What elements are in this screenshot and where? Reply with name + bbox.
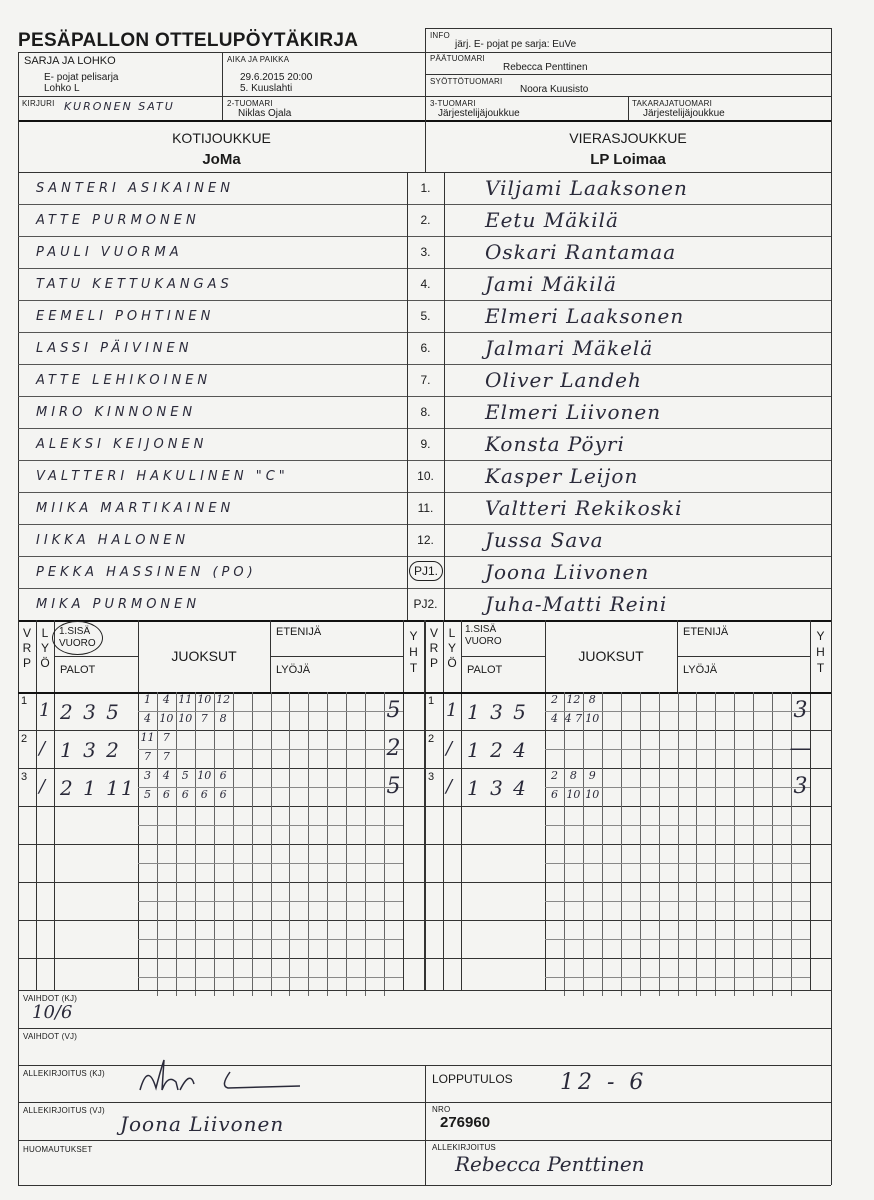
divider — [602, 692, 603, 996]
away-player-name: Elmeri Liivonen — [485, 400, 662, 424]
signature-kj — [120, 1052, 320, 1097]
divider — [425, 958, 831, 959]
run-top-value: 3 — [143, 769, 151, 782]
home-player-name: ATTE PURMONEN — [36, 213, 200, 228]
divider — [640, 692, 641, 996]
divider — [444, 492, 445, 524]
run-bottom-value: 8 — [219, 712, 227, 725]
away-player-name: Oskari Rantamaa — [485, 240, 677, 264]
divider — [138, 977, 403, 978]
divider — [545, 939, 810, 940]
divider — [18, 204, 831, 205]
divider — [271, 692, 272, 996]
divider — [425, 74, 831, 75]
divider — [176, 692, 177, 996]
divider — [443, 620, 444, 990]
divider — [545, 863, 810, 864]
juoksut-header: JUOKSUT — [578, 648, 644, 664]
divider — [18, 882, 424, 883]
yht-header: Y H T — [409, 629, 418, 675]
divider — [327, 692, 328, 996]
divider — [461, 620, 462, 990]
run-bottom-value: 7 — [162, 750, 170, 763]
divider — [138, 901, 403, 902]
divider — [425, 692, 831, 694]
kirjuri-value: KURONEN SATU — [64, 100, 175, 113]
paatuomari-label: PÄÄTUOMARI — [430, 54, 485, 63]
yht-value: 2 — [386, 736, 401, 761]
run-bottom-value: 4 — [143, 712, 151, 725]
run-top-value: 12 — [566, 693, 581, 706]
run-bottom-value: 6 — [219, 788, 227, 801]
divider — [138, 939, 403, 940]
divider — [444, 460, 445, 492]
tuomari3-label: 3-TUOMARI — [430, 99, 476, 108]
run-bottom-value: 10 — [585, 788, 600, 801]
divider — [18, 364, 831, 365]
page-title: PESÄPALLON OTTELUPÖYTÄKIRJA — [18, 30, 359, 51]
away-player-name: Jami Mäkilä — [485, 272, 617, 296]
away-player-name: Valtteri Rekikoski — [485, 496, 683, 520]
sarja-label: SARJA JA LOHKO — [24, 55, 116, 67]
lyoja-header: LYÖJÄ — [276, 664, 311, 676]
lopputulos-label: LOPPUTULOS — [432, 1072, 513, 1086]
vrp-value: 2 — [428, 733, 435, 745]
divider — [18, 958, 424, 959]
divider — [18, 428, 831, 429]
vaihdot-kj-label: VAIHDOT (KJ) — [23, 994, 78, 1003]
vrp-header: V R P — [429, 626, 439, 670]
vrp-value: 1 — [21, 695, 28, 707]
divider — [715, 692, 716, 996]
divider — [444, 332, 445, 364]
sisavuoro-header: 1.SISÄ VUORO — [465, 624, 502, 647]
home-player-name: ATTE LEHIKOINEN — [36, 373, 212, 388]
home-player-name: MIRO KINNONEN — [36, 405, 197, 420]
run-bottom-value: 6 — [181, 788, 189, 801]
run-top-value: 10 — [197, 769, 212, 782]
divider — [444, 396, 445, 428]
paatuomari-value: Rebecca Penttinen — [503, 62, 588, 73]
home-team-name: JoMa — [202, 151, 241, 168]
divider — [425, 1065, 426, 1185]
run-top-value: 4 — [162, 693, 170, 706]
tuomari2-value: Niklas Ojala — [238, 108, 292, 119]
divider — [18, 236, 831, 237]
roster-number: 2. — [420, 213, 431, 227]
palot-header: PALOT — [60, 664, 96, 676]
etenija-header: ETENIJÄ — [683, 626, 729, 638]
lyo-header: L Y Ö — [447, 626, 457, 670]
sarja-value: E- pojat pelisarja — [44, 72, 119, 83]
divider — [425, 620, 426, 990]
divider — [564, 692, 565, 996]
signature-vj: Joona Liivonen — [120, 1112, 285, 1136]
run-bottom-value: 7 — [200, 712, 208, 725]
run-bottom-value: 10 — [585, 712, 600, 725]
palot-value: 1 3 4 — [467, 776, 528, 800]
home-player-name: SANTERI ASIKAINEN — [36, 181, 234, 196]
home-player-name: LASSI PÄIVINEN — [36, 341, 193, 356]
divider — [444, 300, 445, 332]
roster-number: 8. — [420, 405, 431, 419]
tuomari2-label: 2-TUOMARI — [227, 99, 273, 108]
palot-value: 2 1 11 — [60, 776, 136, 800]
run-bottom-value: 4 — [550, 712, 558, 725]
divider — [54, 620, 55, 990]
home-player-name: VALTTERI HAKULINEN "C" — [36, 469, 289, 484]
allekirjoitus-value: Rebecca Penttinen — [455, 1152, 645, 1176]
divider — [621, 692, 622, 996]
divider — [444, 172, 445, 204]
run-top-value: 10 — [197, 693, 212, 706]
roster-number: 9. — [420, 437, 431, 451]
run-bottom-value: 4 7 — [564, 712, 583, 725]
syotto-value: Noora Kuusisto — [520, 84, 589, 95]
roster-number: 10. — [417, 469, 434, 483]
run-top-value: 1 — [143, 693, 151, 706]
roster-number: 1. — [420, 181, 431, 195]
divider — [18, 990, 831, 991]
roster-number: 11. — [417, 501, 434, 515]
run-bottom-value: 6 — [200, 788, 208, 801]
divider — [18, 556, 831, 557]
divider — [831, 990, 832, 1185]
paikka-value: 5. Kuuslahti — [240, 83, 293, 94]
kirjuri-label: KIRJURI — [22, 99, 55, 108]
divider — [18, 1185, 831, 1186]
run-bottom-value: 6 — [550, 788, 558, 801]
divider — [545, 825, 810, 826]
home-team-label: KOTIJOUKKUE — [172, 130, 271, 146]
run-top-value: 5 — [181, 769, 189, 782]
divider — [444, 204, 445, 236]
run-top-value: 8 — [588, 693, 596, 706]
divider — [252, 692, 253, 996]
divider — [425, 844, 831, 845]
lyo-header: L Y Ö — [40, 626, 50, 670]
run-top-value: 6 — [219, 769, 227, 782]
divider — [18, 524, 831, 525]
lyo-value: / — [39, 776, 46, 797]
divider — [425, 882, 831, 883]
home-player-name: MIKA PURMONEN — [36, 597, 201, 612]
run-top-value: 12 — [216, 693, 231, 706]
divider — [18, 120, 19, 620]
roster-number: 3. — [420, 245, 431, 259]
allekirjoitus-label: ALLEKIRJOITUS — [432, 1143, 496, 1152]
divider — [36, 620, 37, 990]
divider — [289, 692, 290, 996]
divider — [233, 692, 234, 996]
divider — [425, 768, 831, 769]
divider — [425, 806, 831, 807]
away-player-name: Kasper Leijon — [485, 464, 639, 488]
divider — [18, 730, 424, 731]
yht-value: 5 — [386, 698, 401, 723]
run-bottom-value: 7 — [143, 750, 151, 763]
divider — [346, 692, 347, 996]
divider — [18, 172, 831, 173]
juoksut-header: JUOKSUT — [171, 648, 237, 664]
divider — [444, 236, 445, 268]
huomautukset-label: HUOMAUTUKSET — [23, 1145, 93, 1154]
divider — [831, 28, 832, 120]
divider — [444, 428, 445, 460]
roster-number: 12. — [417, 533, 434, 547]
run-top-value: 2 — [550, 693, 558, 706]
divider — [545, 901, 810, 902]
aika-value: 29.6.2015 20:00 — [240, 72, 313, 83]
divider — [18, 332, 831, 333]
divider — [831, 620, 832, 990]
palot-value: 1 3 5 — [467, 700, 528, 724]
divider — [425, 730, 831, 731]
divider — [18, 96, 831, 97]
roster-number: 7. — [420, 373, 431, 387]
palot-value: 2 3 5 — [60, 700, 121, 724]
yht-value: 3 — [793, 698, 808, 723]
run-top-value: 7 — [162, 731, 170, 744]
divider — [444, 268, 445, 300]
run-top-value: 8 — [569, 769, 577, 782]
away-player-name: Joona Liivonen — [485, 560, 650, 584]
tuomari3-value: Järjestelijäjoukkue — [438, 108, 520, 119]
lyo-value: 1 — [39, 700, 51, 721]
vaihdot-kj-value: 10/6 — [32, 1002, 73, 1023]
away-player-name: Eetu Mäkilä — [485, 208, 619, 232]
home-player-name: PAULI VUORMA — [36, 245, 183, 260]
divider — [18, 460, 831, 461]
divider — [461, 656, 545, 657]
palot-value: 1 3 2 — [60, 738, 121, 762]
info-label: INFO — [430, 31, 450, 40]
divider — [444, 524, 445, 556]
divider — [18, 492, 831, 493]
away-team-name: LP Loimaa — [590, 151, 666, 168]
divider — [214, 692, 215, 996]
divider — [425, 28, 831, 29]
lyoja-header: LYÖJÄ — [683, 664, 718, 676]
lyo-value: / — [39, 738, 46, 759]
run-top-value: 11 — [178, 693, 193, 706]
away-team-label: VIERASJOUKKUE — [569, 130, 687, 146]
divider — [308, 692, 309, 996]
divider — [696, 692, 697, 996]
home-player-name: IIKKA HALONEN — [36, 533, 190, 548]
divider — [444, 364, 445, 396]
run-bottom-value: 10 — [178, 712, 193, 725]
run-bottom-value: 10 — [159, 712, 174, 725]
home-player-name: ALEKSI KEIJONEN — [36, 437, 208, 452]
divider — [18, 844, 424, 845]
nro-label: NRO — [432, 1105, 451, 1114]
divider — [734, 692, 735, 996]
home-player-name: EEMELI POHTINEN — [36, 309, 215, 324]
lyo-value: / — [446, 738, 453, 759]
divider — [138, 863, 403, 864]
divider — [18, 920, 424, 921]
palot-value: 1 2 4 — [467, 738, 528, 762]
yht-header: Y H T — [816, 629, 825, 675]
divider — [677, 656, 810, 657]
away-player-name: Elmeri Laaksonen — [485, 304, 685, 328]
roster-number: 6. — [420, 341, 431, 355]
divider — [444, 588, 445, 620]
taka-value: Järjestelijäjoukkue — [643, 108, 725, 119]
lyo-value: 1 — [446, 700, 458, 721]
away-player-name: Konsta Pöyri — [485, 432, 625, 456]
taka-label: TAKARAJATUOMARI — [632, 99, 713, 108]
run-bottom-value: 6 — [162, 788, 170, 801]
sisavuoro-header: 1.SISÄ VUORO — [52, 621, 103, 655]
divider — [628, 96, 629, 120]
divider — [138, 825, 403, 826]
divider — [18, 268, 831, 269]
vrp-header: V R P — [22, 626, 32, 670]
vrp-value: 1 — [428, 695, 435, 707]
nro-value: 276960 — [440, 1114, 491, 1131]
yht-value: 5 — [386, 774, 401, 799]
divider — [444, 556, 445, 588]
divider — [659, 692, 660, 996]
divider — [545, 620, 546, 990]
roster-number: 5. — [420, 309, 431, 323]
divider — [18, 1028, 831, 1029]
home-player-name: TATU KETTUKANGAS — [36, 277, 233, 292]
divider — [54, 656, 138, 657]
run-top-value: 9 — [588, 769, 596, 782]
run-bottom-value: 5 — [143, 788, 151, 801]
vaihdot-vj-label: VAIHDOT (VJ) — [23, 1032, 78, 1041]
home-player-name: MIIKA MARTIKAINEN — [36, 501, 235, 516]
divider — [583, 692, 584, 996]
home-player-name: PEKKA HASSINEN (PO) — [36, 565, 257, 580]
run-top-value: 11 — [140, 731, 155, 744]
roster-number: PJ2. — [413, 597, 438, 611]
aika-label: AIKA JA PAIKKA — [227, 55, 290, 64]
allek-kj-label: ALLEKIRJOITUS (KJ) — [23, 1069, 105, 1078]
divider — [18, 588, 831, 589]
lopputulos-value: 12 - 6 — [560, 1070, 648, 1095]
divider — [18, 396, 831, 397]
divider — [831, 120, 832, 620]
run-top-value: 4 — [162, 769, 170, 782]
away-player-name: Jalmari Mäkelä — [485, 336, 654, 360]
divider — [18, 300, 831, 301]
run-top-value: 2 — [550, 769, 558, 782]
divider — [222, 52, 223, 120]
run-bottom-value: 10 — [566, 788, 581, 801]
divider — [18, 990, 19, 1185]
divider — [270, 656, 403, 657]
yht-value: 3 — [793, 774, 808, 799]
divider — [18, 52, 19, 120]
roster-number: 4. — [420, 277, 431, 291]
vrp-value: 3 — [428, 771, 435, 783]
divider — [678, 692, 679, 996]
vrp-value: 3 — [21, 771, 28, 783]
divider — [407, 556, 408, 588]
allek-vj-label: ALLEKIRJOITUS (VJ) — [23, 1106, 105, 1115]
divider — [138, 620, 139, 990]
lyo-value: / — [446, 776, 453, 797]
info-value: järj. E- pojat pe sarja: EuVe — [455, 39, 577, 50]
divider — [753, 692, 754, 996]
away-player-name: Juha-Matti Reini — [485, 592, 668, 616]
syotto-label: SYÖTTÖTUOMARI — [430, 77, 503, 86]
divider — [195, 692, 196, 996]
away-player-name: Oliver Landeh — [485, 368, 642, 392]
divider — [18, 620, 19, 990]
yht-value: — — [789, 736, 812, 761]
roster-number: PJ1. — [409, 561, 443, 581]
divider — [425, 52, 831, 53]
away-player-name: Jussa Sava — [485, 528, 604, 552]
etenija-header: ETENIJÄ — [276, 626, 322, 638]
divider — [425, 920, 831, 921]
palot-header: PALOT — [467, 664, 503, 676]
away-player-name: Viljami Laaksonen — [485, 176, 688, 200]
divider — [545, 977, 810, 978]
vrp-value: 2 — [21, 733, 28, 745]
divider — [18, 806, 424, 807]
lohko-value: Lohko L — [44, 83, 80, 94]
